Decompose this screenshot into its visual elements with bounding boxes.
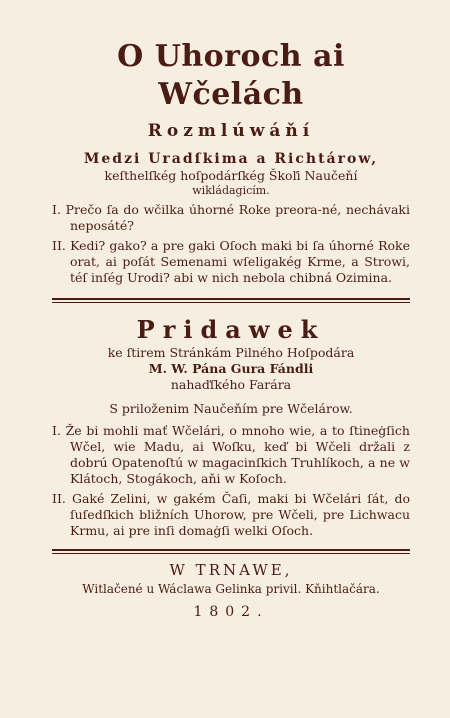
prilozenim-line: S priloženim Naučeňím pre Wčelárow. (109, 401, 353, 416)
question-1-number: I. (52, 202, 61, 217)
appendix-item-1-text: Že bi mohli mať Wčelári, o mnoho wie, a to ſtineġſich Wčel, wie Madu, ai Woſku, keď bi Wčeli držali z dobrú Opatenoſtú w magacinſkich Truhlíkoch, a ne w Klátoch, Stogákoch, aňi w Koſoch. (65, 423, 410, 486)
school-line: keſthelſkég hoſpodárſkég Škoľi Naučeňí (104, 168, 358, 183)
book-title: O Uhoroch ai Wčelách (117, 39, 345, 112)
question-1 (52, 202, 410, 234)
divider-bottom (52, 549, 410, 554)
appendix-item-1 (52, 423, 410, 487)
imprint-city: W TRNAWE, (169, 561, 293, 579)
appendix-list (52, 423, 410, 539)
question-2-text: Kedi? gako? a pre gaki Oſoch maki bi ſa úhorné Roke orat, ai poſát Semenami wſeligakég Krme, a Strowi, téſ inſég Urodi? abi w nich nebola chibná Ozimina. (70, 238, 410, 285)
appendix-item-2-number: II. (52, 491, 66, 506)
appendix-item-2-text: Gaké Zelini, w gakém Čaſi, maki bi Wčelári ſát, do ſuſedſkich bližních Uhorow, pre Wčeli, pre Lichwacu Krmu, ai pre inſi domaġſi welki Oſoch. (70, 491, 410, 538)
imprint-year: 1802. (193, 604, 269, 620)
appendix-item-1-number: I. (52, 423, 61, 438)
pridawek-line-1: ke ſtirem Stránkám Pilného Hoſpodára (107, 345, 355, 360)
divider-top (52, 298, 410, 303)
pridawek-heading: Pridawek (136, 315, 326, 344)
question-1-text: Prečo ſa do wčilka úhorné Roke preora-né, nechávaki neposáté? (65, 202, 410, 233)
imprint-printer: Witlačené u Wáclawa Gelinka privil. Kňihtlačára. (82, 582, 380, 596)
appendix-item-2 (52, 491, 410, 539)
vykladacim-line: wikládagicím. (192, 184, 270, 197)
pridawek-line-3: nahaďſkého Farára (170, 377, 292, 392)
pridawek-line-2: M. W. Pána Gura Fándli (148, 361, 314, 376)
book-subtitle: Rozmlúwáňí (147, 121, 315, 141)
question-2 (52, 238, 410, 286)
question-2-number: II. (52, 238, 66, 253)
medzi-line: Medzi Uradſkima a Richtárow, (83, 151, 379, 167)
